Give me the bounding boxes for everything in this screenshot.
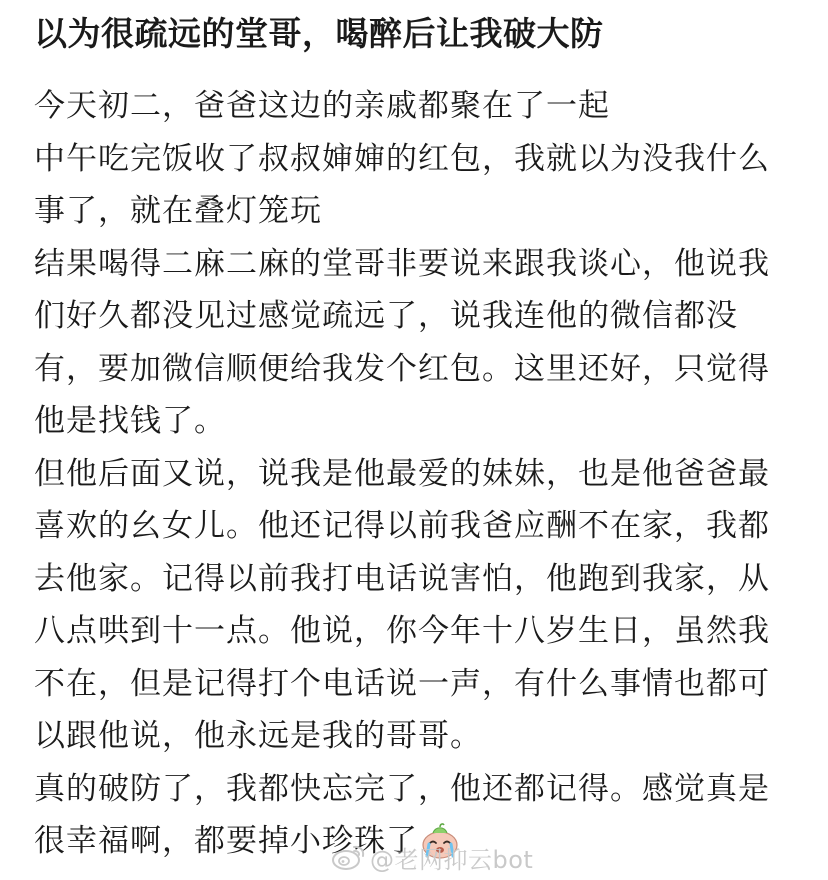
post-line: 喜欢的幺女儿。他还记得以前我爸应酬不在家，我都	[34, 508, 770, 544]
post-line-text: 很幸福啊，都要掉小珍珠了	[34, 823, 418, 859]
post-line: 真的破防了，我都快忘完了，他还都记得。感觉真是	[34, 770, 770, 807]
watermark-text: @老网抑云bot	[370, 845, 534, 874]
post-line: 今天初二，爸爸这边的亲戚都聚在了一起	[34, 88, 610, 124]
post-line: 有，要加微信顺便给我发个红包。这里还好，只觉得	[34, 350, 770, 387]
post-title: 以为很疏远的堂哥，喝醉后让我破大防	[34, 14, 604, 53]
post-line: 不在，但是记得打个电话说一声，有什么事情也都可	[34, 665, 770, 702]
weibo-watermark	[330, 842, 533, 872]
post-line: 们好久都没见过感觉疏远了，说我连他的微信都没	[34, 298, 738, 334]
post-line: 八点哄到十一点。他说，你今年十八岁生日，虽然我	[34, 613, 770, 649]
weibo-logo-icon	[330, 843, 366, 871]
post-line: 但他后面又说，说我是他最爱的妹妹，也是他爸爸最	[34, 455, 770, 492]
post-line: 中午吃完饭收了叔叔婶婶的红包，我就以为没我什么	[34, 140, 770, 177]
post-line: 去他家。记得以前我打电话说害怕，他跑到我家，从	[34, 560, 770, 597]
post-line: 结果喝得二麻二麻的堂哥非要说来跟我谈心，他说我	[34, 245, 770, 282]
post-line: 以跟他说，他永远是我的哥哥。	[34, 718, 482, 754]
post-line: 他是找钱了。	[34, 403, 226, 439]
post	[34, 0, 804, 868]
post-body	[34, 80, 804, 868]
post-line: 事了，就在叠灯笼玩	[34, 193, 322, 229]
